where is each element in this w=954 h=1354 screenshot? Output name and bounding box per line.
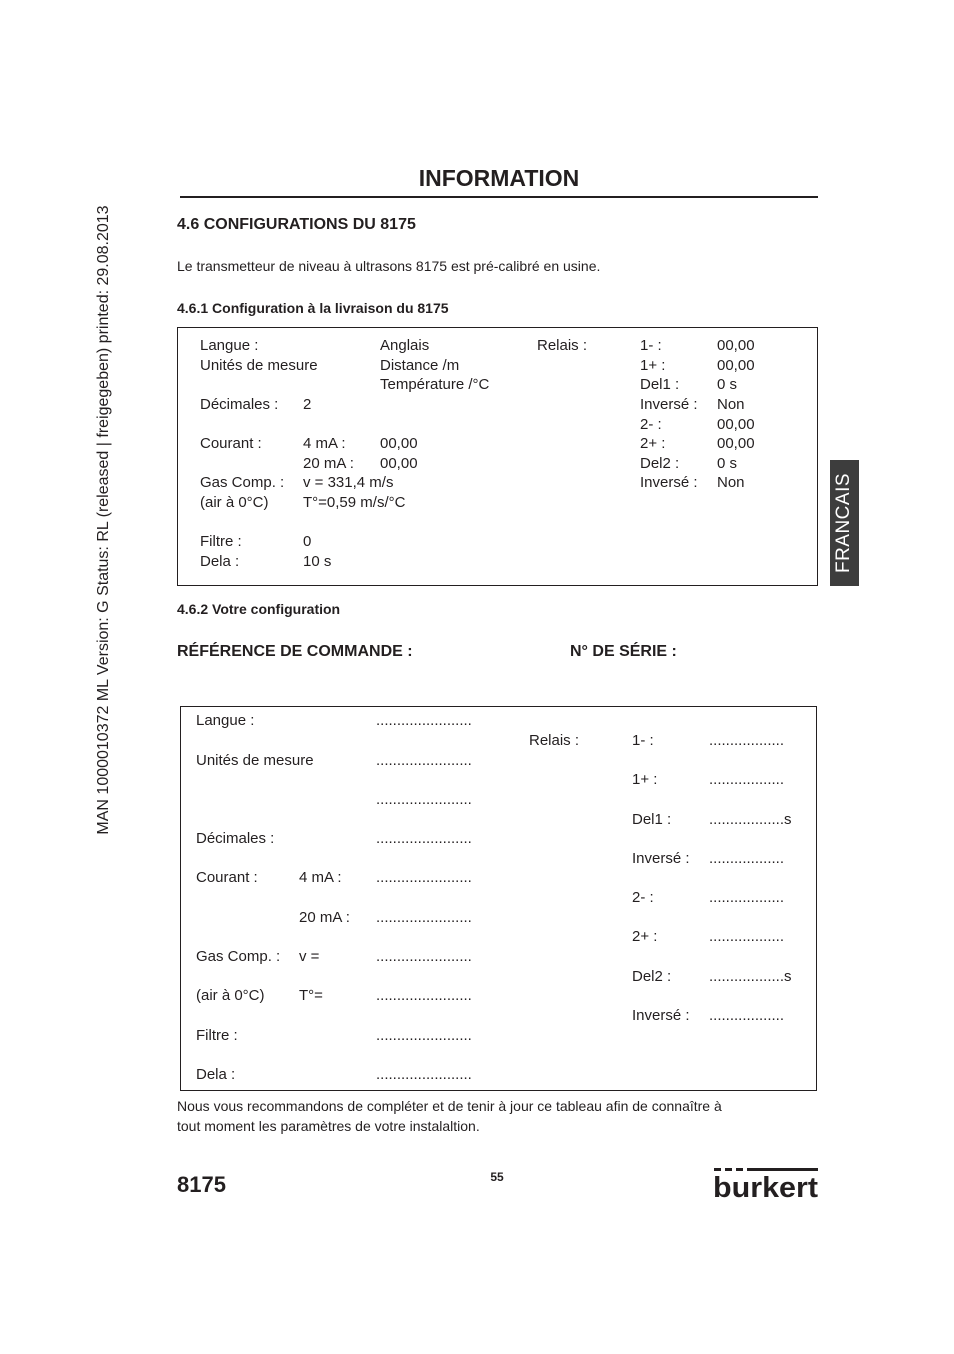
user-dela-field[interactable]: ....................... xyxy=(376,1066,472,1083)
user-courant-4ma-label: 4 mA : xyxy=(299,869,342,886)
user-relais-inverse2-label: Inversé : xyxy=(632,1007,690,1024)
burkert-logo-text: burkert xyxy=(713,1172,819,1201)
user-courant-20ma-label: 20 mA : xyxy=(299,909,350,926)
user-config-box xyxy=(180,706,817,1091)
title-rule xyxy=(180,196,818,198)
user-relais-label: Relais : xyxy=(529,732,580,749)
relais-inverse2-label: Inversé : xyxy=(640,474,698,491)
relais-1-minus-value: 00,00 xyxy=(717,337,755,354)
courant-20ma-label: 20 mA : xyxy=(303,455,354,472)
user-relais-2-plus-field[interactable]: .................. xyxy=(709,928,785,945)
user-relais-del1-field[interactable]: ..................s xyxy=(709,811,792,828)
courant-4ma-value: 00,00 xyxy=(380,435,418,452)
dela-label: Dela : xyxy=(200,553,240,570)
dela-value: 10 s xyxy=(303,553,332,570)
user-relais-2-plus-label: 2+ : xyxy=(632,928,658,945)
filtre-value: 0 xyxy=(303,533,312,550)
relais-inverse1-label: Inversé : xyxy=(640,396,698,413)
relais-2-plus-label: 2+ : xyxy=(640,435,666,452)
user-relais-del2-label: Del2 : xyxy=(632,968,672,985)
gas-comp-label: Gas Comp. : xyxy=(200,474,285,491)
user-courant-4ma-field[interactable]: ....................... xyxy=(376,869,472,886)
user-filtre-field[interactable]: ....................... xyxy=(376,1027,472,1044)
user-relais-1-plus-label: 1+ : xyxy=(632,771,658,788)
courant-label: Courant : xyxy=(200,435,262,452)
user-courant-label: Courant : xyxy=(196,869,258,886)
user-unites-field-2[interactable]: ....................... xyxy=(376,791,472,808)
air-label: (air à 0°C) xyxy=(200,494,269,511)
user-air-field[interactable]: ....................... xyxy=(376,987,472,1004)
user-relais-inverse1-field[interactable]: .................. xyxy=(709,850,785,867)
relais-del1-value: 0 s xyxy=(717,376,738,393)
page-title: INFORMATION xyxy=(418,165,580,191)
user-langue-label: Langue : xyxy=(196,712,255,729)
user-relais-del2-field[interactable]: ..................s xyxy=(709,968,792,985)
user-config-heading: 4.6.2 Votre configuration xyxy=(177,601,341,617)
user-relais-2-minus-field[interactable]: .................. xyxy=(709,889,785,906)
language-tab xyxy=(830,460,859,586)
document-metadata: MAN 1000010372 ML Version: G Status: RL (released | freigegeben) printed: 29.08.2013 xyxy=(95,205,112,835)
user-relais-inverse1-label: Inversé : xyxy=(632,850,690,867)
relais-1-minus-label: 1- : xyxy=(640,337,662,354)
user-unites-label: Unités de mesure xyxy=(196,752,314,769)
delivery-heading: 4.6.1 Configuration à la livraison du 8175 xyxy=(177,300,449,316)
user-relais-inverse2-field[interactable]: .................. xyxy=(709,1007,785,1024)
user-relais-del1-label: Del1 : xyxy=(632,811,672,828)
gas-comp-value: v = 331,4 m/s xyxy=(303,474,394,491)
user-air-label: (air à 0°C) xyxy=(196,987,265,1004)
relais-inverse2-value: Non xyxy=(717,474,745,491)
user-air-t-label: T°= xyxy=(299,987,323,1004)
language-tab-label: FRANCAIS xyxy=(833,472,854,574)
section-intro: Le transmetteur de niveau à ultrasons 8175 est pré-calibré en usine. xyxy=(177,258,601,274)
langue-value: Anglais xyxy=(380,337,430,354)
user-relais-1-minus-field[interactable]: .................. xyxy=(709,732,785,749)
relais-1-plus-label: 1+ : xyxy=(640,357,666,374)
air-value: T°=0,59 m/s/°C xyxy=(303,494,406,511)
user-gas-field[interactable]: ....................... xyxy=(376,948,472,965)
relais-del1-label: Del1 : xyxy=(640,376,680,393)
relais-inverse1-value: Non xyxy=(717,396,745,413)
user-relais-1-plus-field[interactable]: .................. xyxy=(709,771,785,788)
user-relais-2-minus-label: 2- : xyxy=(632,889,654,906)
recommendation-line-1: Nous vous recommandons de compléter et de tenir à jour ce tableau afin de connaître à xyxy=(177,1098,722,1114)
user-dela-label: Dela : xyxy=(196,1066,236,1083)
decimales-value: 2 xyxy=(303,396,312,413)
delivery-config-box xyxy=(177,327,818,586)
courant-20ma-value: 00,00 xyxy=(380,455,418,472)
user-courant-20ma-field[interactable]: ....................... xyxy=(376,909,472,926)
relais-del2-label: Del2 : xyxy=(640,455,680,472)
user-decimales-label: Décimales : xyxy=(196,830,275,847)
user-gas-comp-label: Gas Comp. : xyxy=(196,948,281,965)
user-gas-v-label: v = xyxy=(299,948,320,965)
recommendation-line-2: tout moment les paramètres de votre instalaltion. xyxy=(177,1118,480,1134)
unites-label: Unités de mesure xyxy=(200,357,318,374)
decimales-label: Décimales : xyxy=(200,396,279,413)
footer-model-number: 8175 xyxy=(177,1172,226,1197)
relais-2-plus-value: 00,00 xyxy=(717,435,755,452)
relais-label: Relais : xyxy=(537,337,588,354)
user-relais-1-minus-label: 1- : xyxy=(632,732,654,749)
unites-value-temperature: Température /°C xyxy=(380,376,490,393)
page-number: 55 xyxy=(490,1170,504,1184)
serial-number-label: N° DE SÉRIE : xyxy=(570,643,677,660)
user-langue-field[interactable]: ....................... xyxy=(376,712,472,729)
courant-4ma-label: 4 mA : xyxy=(303,435,346,452)
user-unites-field-1[interactable]: ....................... xyxy=(376,752,472,769)
relais-1-plus-value: 00,00 xyxy=(717,357,755,374)
filtre-label: Filtre : xyxy=(200,533,242,550)
section-heading: 4.6 CONFIGURATIONS DU 8175 xyxy=(177,216,416,233)
order-reference-label: RÉFÉRENCE DE COMMANDE : xyxy=(177,643,413,660)
langue-label: Langue : xyxy=(200,337,259,354)
user-decimales-field[interactable]: ....................... xyxy=(376,830,472,847)
burkert-logo xyxy=(712,1165,820,1201)
unites-value-distance: Distance /m xyxy=(380,357,460,374)
user-filtre-label: Filtre : xyxy=(196,1027,238,1044)
relais-2-minus-value: 00,00 xyxy=(717,416,755,433)
relais-del2-value: 0 s xyxy=(717,455,738,472)
relais-2-minus-label: 2- : xyxy=(640,416,662,433)
